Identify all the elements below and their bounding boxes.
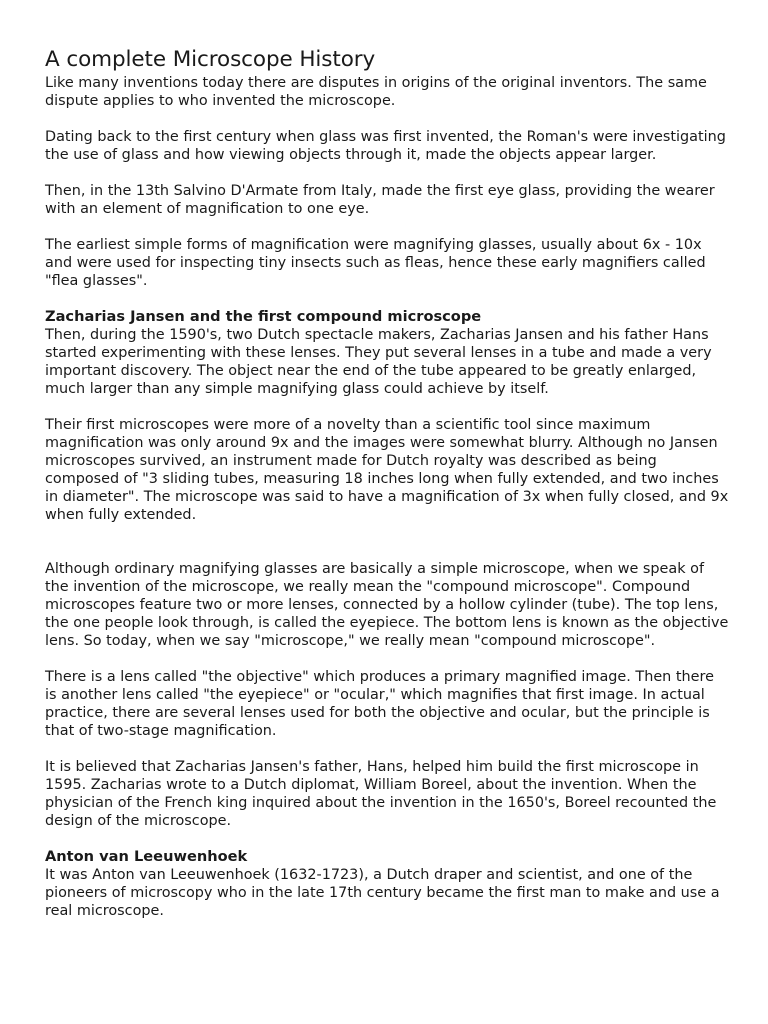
leeuwenhoek-paragraph-1: It was Anton van Leeuwenhoek (1632-1723), a Dutch draper and scientist, and one of the pioneers of microscopy who in the late 17th century became the first man to make and use a real microscope. [45,867,720,919]
jansen-paragraph-2: Their first microscopes were more of a novelty than a scientific tool since maximum magnification was only around 9x and the images were somewhat blurry. Although no Jansen microscopes survived, an instrument made for Dutch royalty was described as being composed of "3 sliding tubes, measuring 18 inches long when fully extended, and two inches in diameter". The microscope was said to have a magnification of 3x when fully closed, and 9x when fully extended. [45,417,729,523]
jansen-paragraph-5: It is believed that Zacharias Jansen's father, Hans, helped him build the first microscope in 1595. Zacharias wrote to a Dutch diplomat, William Boreel, about the invention. When the physician of the French king inquired about the invention in the 1650's, Boreel recounted the design of the microscope. [45,759,717,829]
section-heading-leeuwenhoek: Anton van Leeuwenhoek [45,848,248,865]
intro-paragraph-2: Dating back to the first century when glass was first invented, the Roman's were investigating the use of glass and how viewing objects through it, made the objects appear larger. [45,129,726,163]
section-jansen [45,308,729,830]
intro-paragraph-4: The earliest simple forms of magnification were magnifying glasses, usually about 6x - 10x and were used for inspecting tiny insects such as fleas, hence these early magnifiers called "flea glasses". [45,237,706,289]
section-leeuwenhoek [45,848,729,920]
jansen-paragraph-1: Then, during the 1590's, two Dutch spectacle makers, Zacharias Jansen and his father Hans started experimenting with these lenses. They put several lenses in a tube and made a very important discovery. The object near the end of the tube appeared to be greatly enlarged, much larger than any simple magnifying glass could achieve by itself. [45,327,712,397]
document-page [45,46,729,938]
intro-paragraph-3: Then, in the 13th Salvino D'Armate from Italy, made the first eye glass, providing the wearer with an element of magnification to one eye. [45,183,715,217]
jansen-paragraph-4: There is a lens called "the objective" which produces a primary magnified image. Then there is another lens called "the eyepiece" or "ocular," which magnifies that first image. In actual practice, there are several lenses used for both the objective and ocular, but the principle is that of two-stage magnification. [45,669,714,739]
section-heading-jansen: Zacharias Jansen and the first compound microscope [45,308,482,325]
intro-paragraph-1: Like many inventions today there are disputes in origins of the original inventors. The same dispute applies to who invented the microscope. [45,75,707,109]
jansen-paragraph-3: Although ordinary magnifying glasses are basically a simple microscope, when we speak of the invention of the microscope, we really mean the "compound microscope". Compound microscopes feature two or more lenses, connected by a hollow cylinder (tube). The top lens, the one people look through, is called the eyepiece. The bottom lens is known as the objective lens. So today, when we say "microscope," we really mean "compound microscope". [45,561,729,649]
document-title: A complete Microscope History [45,47,376,72]
